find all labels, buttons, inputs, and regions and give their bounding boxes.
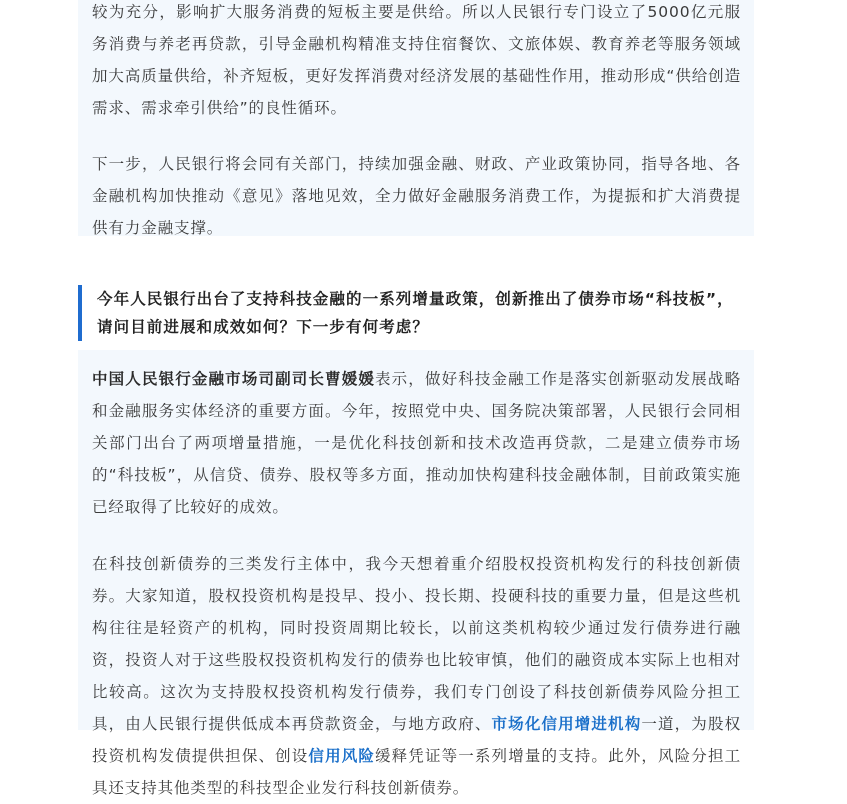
answer-block-consumption	[78, 0, 754, 236]
answer-block-tech-finance	[78, 350, 754, 797]
question-heading	[78, 285, 754, 341]
answer-text: 缓释凭证等一系列增量的支持。此外，风险分担工具还支持其他类型的科技型企业发行科技创新债券。	[92, 747, 741, 797]
highlight-link[interactable]: 市场化信用增进机构	[491, 715, 642, 733]
answer-text: 表示，做好科技金融工作是落实创新驱动发展战略和金融服务实体经济的重要方面。今年，按照党中央、国务院决策部署，人民银行会同相关部门出台了两项增量措施，一是优化科技创新和技术改造再贷款，二是建立债券市场的“科技板”，从信贷、债券、股权等多方面，推动加快构建科技金融体制，目前政策实施已经取得了比较好的成效。	[92, 370, 741, 516]
answer-text: 一道，为股权投资机构发债提供担保、创设	[92, 715, 741, 765]
answer-paragraph	[92, 350, 741, 523]
speaker-name: 中国人民银行金融市场司副司长曹媛媛	[92, 370, 375, 388]
answer-paragraph	[92, 548, 741, 804]
highlight-link[interactable]: 信用风险	[308, 747, 376, 765]
answer-paragraph: 较为充分，影响扩大服务消费的短板主要是供给。所以人民银行专门设立了5000亿元服务消费与养老再贷款，引导金融机构精准支持住宿餐饮、文旅体娱、教育养老等服务领域加大高质量供给，补齐短板，更好发挥消费对经济发展的基础性作用，推动形成“供给创造需求、需求牵引供给”的良性循环。	[92, 3, 741, 117]
answer-paragraph: 下一步，人民银行将会同有关部门，持续加强金融、财政、产业政策协同，指导各地、各金融机构加快推动《意见》落地见效，全力做好金融服务消费工作，为提振和扩大消费提供有力金融支撑。	[92, 155, 741, 237]
answer-text: 在科技创新债券的三类发行主体中，我今天想着重介绍股权投资机构发行的科技创新债券。大家知道，股权投资机构是投早、投小、投长期、投硬科技的重要力量，但是这些机构往往是轻资产的机构，同时投资周期比较长，以前这类机构较少通过发行债券进行融资，投资人对于这些股权投资机构发行的债券也比较审慎，他们的融资成本实际上也相对比较高。这次为支持股权投资机构发行债券，我们专门创设了科技创新债券风险分担工具，由人民银行提供低成本再贷款资金，与地方政府、	[92, 555, 741, 733]
question-text: 今年人民银行出台了支持科技金融的一系列增量政策，创新推出了债券市场“科技板”，请问目前进展和成效如何？下一步有何考虑？	[97, 290, 734, 336]
